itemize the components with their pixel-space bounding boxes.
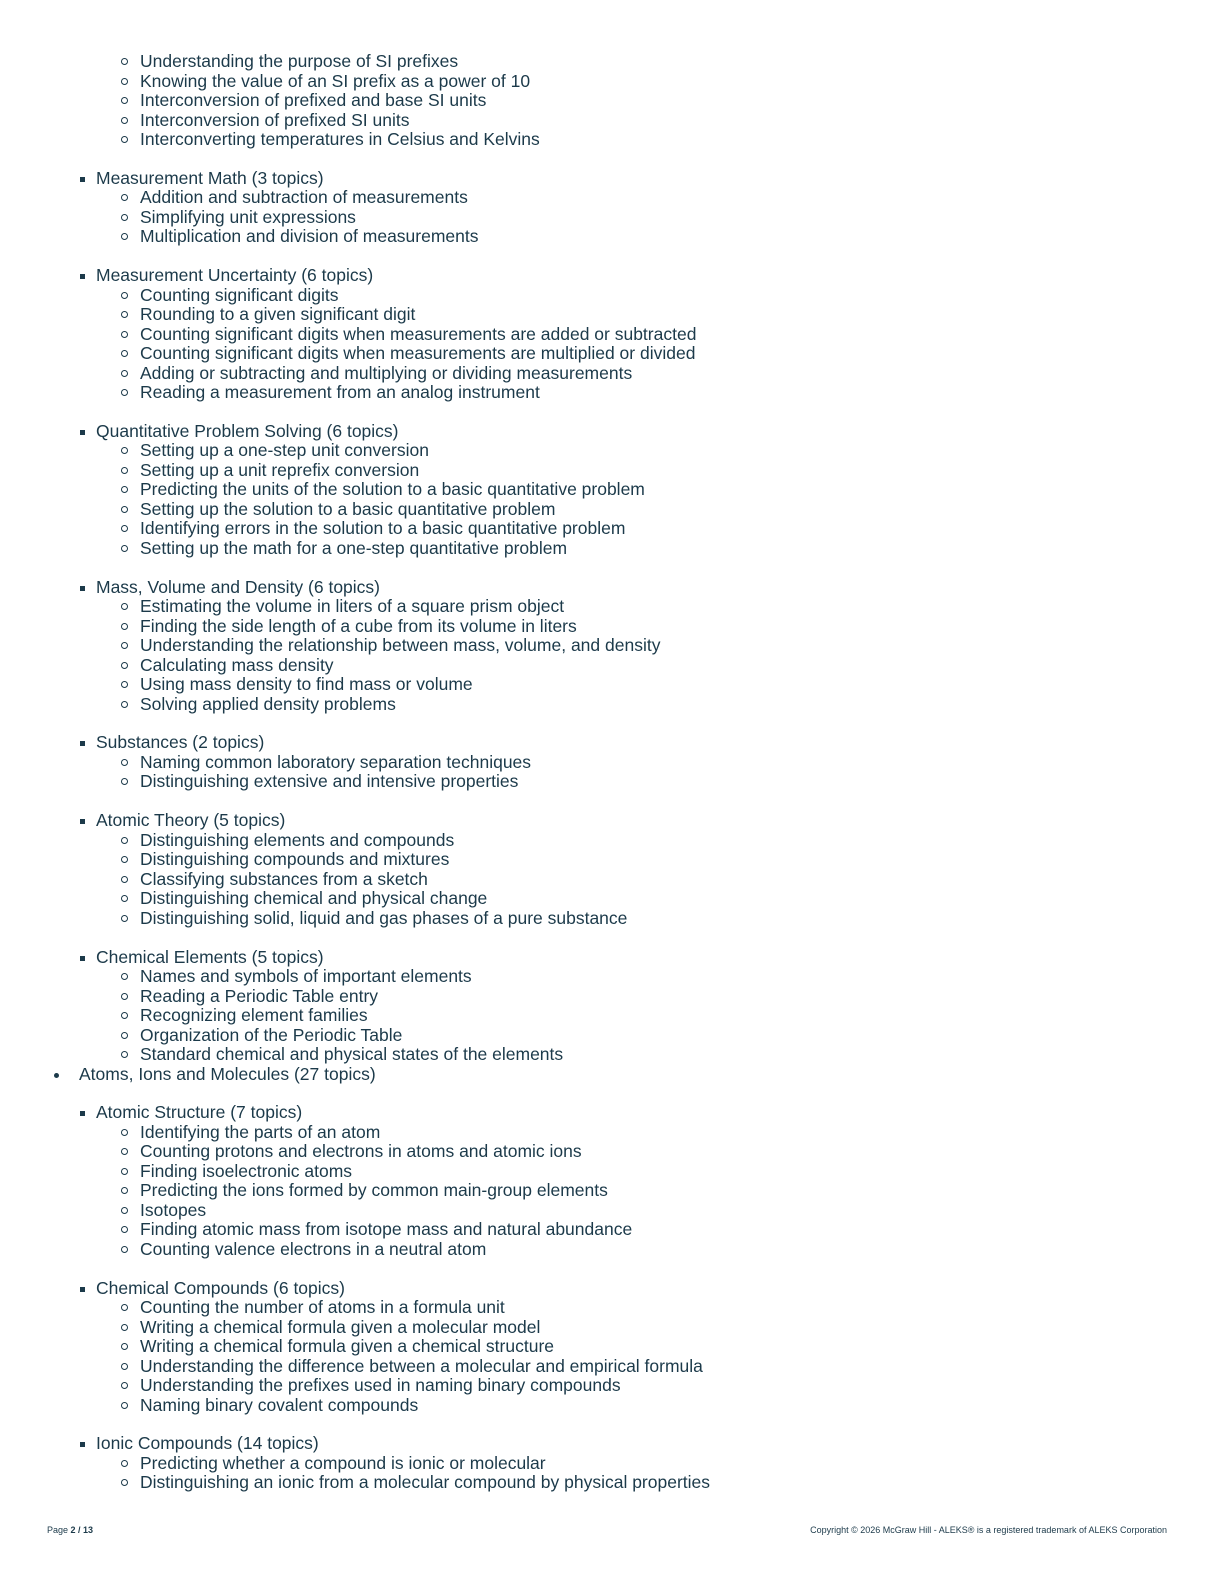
- topic-item-text: Writing a chemical formula given a molecular model: [140, 1316, 541, 1337]
- disc-bullet-icon: [54, 1073, 59, 1078]
- section-spacer: [0, 247, 1224, 266]
- topic-item-text: Predicting the ions formed by common main-group elements: [140, 1180, 608, 1201]
- square-bullet-icon: [80, 586, 85, 591]
- topic-item-text: Setting up a unit reprefix conversion: [140, 459, 420, 480]
- topic-item: [0, 675, 1224, 695]
- section-heading-text: Atomic Theory (5 topics): [96, 810, 286, 831]
- circle-bullet-icon: [121, 895, 128, 902]
- circle-bullet-icon: [121, 915, 128, 922]
- circle-bullet-icon: [121, 311, 128, 318]
- topic-item: [0, 889, 1224, 909]
- square-bullet-icon: [80, 1287, 85, 1292]
- topic-item-text: Interconverting temperatures in Celsius and Kelvins: [140, 129, 540, 149]
- topic-item: [0, 325, 1224, 345]
- topic-item-text: Recognizing element families: [140, 1005, 368, 1026]
- circle-bullet-icon: [121, 525, 128, 532]
- circle-bullet-icon: [121, 370, 128, 377]
- circle-bullet-icon: [121, 993, 128, 1000]
- section-heading-text: Chemical Elements (5 topics): [96, 946, 324, 967]
- topic-item-text: Multiplication and division of measurements: [140, 226, 479, 247]
- square-bullet-icon: [80, 819, 85, 824]
- square-bullet-icon: [80, 741, 85, 746]
- topic-item-text: Identifying errors in the solution to a basic quantitative problem: [140, 518, 626, 539]
- topic-outline: [0, 52, 1224, 1493]
- page-label: Page: [47, 1525, 69, 1535]
- topic-item: [0, 1318, 1224, 1338]
- circle-bullet-icon: [121, 1187, 128, 1194]
- topic-item-text: Reading a measurement from an analog instrument: [140, 382, 540, 403]
- topic-item: [0, 344, 1224, 364]
- circle-bullet-icon: [121, 78, 128, 85]
- circle-bullet-icon: [121, 58, 128, 65]
- topic-item-text: Understanding the difference between a molecular and empirical formula: [140, 1355, 703, 1376]
- section-heading: [0, 1279, 1224, 1299]
- circle-bullet-icon: [121, 1304, 128, 1311]
- square-bullet-icon: [80, 177, 85, 182]
- topic-item-text: Counting significant digits when measurements are multiplied or divided: [140, 343, 696, 364]
- section-heading-text: Atomic Structure (7 topics): [96, 1102, 303, 1123]
- circle-bullet-icon: [121, 1032, 128, 1039]
- topic-item-text: Counting protons and electrons in atoms and atomic ions: [140, 1141, 582, 1162]
- section-heading-text: Measurement Math (3 topics): [96, 167, 324, 188]
- circle-bullet-icon: [121, 214, 128, 221]
- topic-item: [0, 383, 1224, 403]
- topic-item: [0, 1201, 1224, 1221]
- topic-item: [0, 286, 1224, 306]
- topic-item-text: Understanding the prefixes used in naming binary compounds: [140, 1375, 621, 1396]
- circle-bullet-icon: [121, 1012, 128, 1019]
- topic-item-text: Naming common laboratory separation techniques: [140, 751, 532, 772]
- section-heading: [0, 266, 1224, 286]
- topic-item-text: Organization of the Periodic Table: [140, 1024, 403, 1045]
- topic-item: [0, 91, 1224, 111]
- topic-item-text: Reading a Periodic Table entry: [140, 985, 379, 1006]
- topic-item-text: Distinguishing solid, liquid and gas phases of a pure substance: [140, 907, 628, 928]
- topic-item-text: Solving applied density problems: [140, 693, 396, 714]
- unit-heading-text: Atoms, Ions and Molecules (27 topics): [79, 1063, 376, 1084]
- circle-bullet-icon: [121, 642, 128, 649]
- circle-bullet-icon: [121, 1246, 128, 1253]
- section-heading-text: Chemical Compounds (6 topics): [96, 1277, 345, 1298]
- topic-item-text: Counting significant digits when measurements are added or subtracted: [140, 323, 697, 344]
- circle-bullet-icon: [121, 331, 128, 338]
- section-heading: [0, 1434, 1224, 1454]
- topic-item-text: Interconversion of prefixed and base SI units: [140, 90, 487, 110]
- section-spacer: [0, 150, 1224, 169]
- circle-bullet-icon: [121, 662, 128, 669]
- topic-item-text: Naming binary covalent compounds: [140, 1394, 419, 1415]
- section-spacer: [0, 1259, 1224, 1278]
- circle-bullet-icon: [121, 447, 128, 454]
- unit-heading: [0, 1065, 1224, 1085]
- section-heading: [0, 578, 1224, 598]
- topic-item-text: Understanding the purpose of SI prefixes: [140, 51, 459, 71]
- circle-bullet-icon: [121, 117, 128, 124]
- topic-item: [0, 617, 1224, 637]
- section-heading: [0, 1103, 1224, 1123]
- topic-item: [0, 1240, 1224, 1260]
- circle-bullet-icon: [121, 1226, 128, 1233]
- circle-bullet-icon: [121, 486, 128, 493]
- topic-item: [0, 1123, 1224, 1143]
- topic-item: [0, 850, 1224, 870]
- topic-item-text: Distinguishing chemical and physical change: [140, 888, 488, 909]
- topic-item: [0, 1026, 1224, 1046]
- circle-bullet-icon: [121, 1343, 128, 1350]
- circle-bullet-icon: [121, 1479, 128, 1486]
- topic-item: [0, 1142, 1224, 1162]
- section-heading-text: Ionic Compounds (14 topics): [96, 1433, 319, 1454]
- circle-bullet-icon: [121, 876, 128, 883]
- topic-item: [0, 870, 1224, 890]
- topic-item-text: Using mass density to find mass or volume: [140, 674, 473, 695]
- topic-item: [0, 1006, 1224, 1026]
- circle-bullet-icon: [121, 545, 128, 552]
- topic-item-text: Distinguishing compounds and mixtures: [140, 849, 450, 870]
- section-heading: [0, 422, 1224, 442]
- topic-item-text: Addition and subtraction of measurements: [140, 187, 468, 208]
- section-spacer: [0, 792, 1224, 811]
- section-heading: [0, 948, 1224, 968]
- circle-bullet-icon: [121, 778, 128, 785]
- topic-item-text: Finding atomic mass from isotope mass and natural abundance: [140, 1219, 633, 1240]
- topic-item: [0, 305, 1224, 325]
- topic-item: [0, 130, 1224, 150]
- circle-bullet-icon: [121, 623, 128, 630]
- circle-bullet-icon: [121, 701, 128, 708]
- topic-item: [0, 52, 1224, 72]
- topic-item-text: Isotopes: [140, 1199, 207, 1220]
- page-indicator: [47, 1525, 93, 1535]
- topic-item: [0, 831, 1224, 851]
- topic-item-text: Adding or subtracting and multiplying or dividing measurements: [140, 362, 633, 383]
- topic-item: [0, 1337, 1224, 1357]
- circle-bullet-icon: [121, 233, 128, 240]
- topic-item: [0, 227, 1224, 247]
- square-bullet-icon: [80, 1442, 85, 1447]
- topic-item-text: Knowing the value of an SI prefix as a power of 10: [140, 70, 531, 91]
- section-spacer: [0, 1415, 1224, 1434]
- topic-item: [0, 597, 1224, 617]
- circle-bullet-icon: [121, 1460, 128, 1467]
- section-heading-text: Quantitative Problem Solving (6 topics): [96, 420, 399, 441]
- topic-item: [0, 72, 1224, 92]
- section-heading: [0, 169, 1224, 189]
- circle-bullet-icon: [121, 467, 128, 474]
- topic-item: [0, 695, 1224, 715]
- circle-bullet-icon: [121, 856, 128, 863]
- circle-bullet-icon: [121, 194, 128, 201]
- topic-item: [0, 987, 1224, 1007]
- topic-item-text: Predicting the units of the solution to a basic quantitative problem: [140, 479, 645, 500]
- topic-item-text: Counting valence electrons in a neutral atom: [140, 1238, 487, 1259]
- topic-item: [0, 1396, 1224, 1416]
- topic-item: [0, 1220, 1224, 1240]
- circle-bullet-icon: [121, 603, 128, 610]
- topic-item: [0, 1454, 1224, 1474]
- topic-item: [0, 500, 1224, 520]
- topic-item-text: Standard chemical and physical states of the elements: [140, 1044, 564, 1065]
- topic-item-text: Finding the side length of a cube from its volume in liters: [140, 615, 577, 636]
- topic-item: [0, 111, 1224, 131]
- topic-item: [0, 656, 1224, 676]
- topic-item-text: Distinguishing an ionic from a molecular compound by physical properties: [140, 1472, 711, 1493]
- square-bullet-icon: [80, 430, 85, 435]
- section-spacer: [0, 403, 1224, 422]
- section-spacer: [0, 558, 1224, 577]
- section-heading: [0, 811, 1224, 831]
- topic-item-text: Finding isoelectronic atoms: [140, 1160, 353, 1181]
- topic-item-text: Setting up the math for a one-step quantitative problem: [140, 537, 568, 558]
- topic-item-text: Classifying substances from a sketch: [140, 868, 428, 889]
- topic-item: [0, 364, 1224, 384]
- circle-bullet-icon: [121, 1402, 128, 1409]
- page-number: 2 / 13: [70, 1525, 94, 1535]
- circle-bullet-icon: [121, 1051, 128, 1058]
- topic-item: [0, 188, 1224, 208]
- circle-bullet-icon: [121, 1382, 128, 1389]
- topic-item-text: Counting significant digits: [140, 284, 339, 305]
- topic-item-text: Calculating mass density: [140, 654, 334, 675]
- square-bullet-icon: [80, 956, 85, 961]
- topic-item-text: Distinguishing elements and compounds: [140, 829, 455, 850]
- circle-bullet-icon: [121, 350, 128, 357]
- circle-bullet-icon: [121, 97, 128, 104]
- topic-item-text: Distinguishing extensive and intensive properties: [140, 771, 519, 792]
- topic-item-text: Understanding the relationship between mass, volume, and density: [140, 635, 661, 656]
- section-spacer: [0, 1084, 1224, 1103]
- circle-bullet-icon: [121, 1363, 128, 1370]
- section-spacer: [0, 928, 1224, 947]
- topic-item-text: Setting up a one-step unit conversion: [140, 440, 429, 461]
- topic-item: [0, 1473, 1224, 1493]
- section-heading: [0, 733, 1224, 753]
- topic-item-text: Estimating the volume in liters of a square prism object: [140, 596, 565, 617]
- topic-item-text: Setting up the solution to a basic quantitative problem: [140, 498, 556, 519]
- circle-bullet-icon: [121, 506, 128, 513]
- topic-item: [0, 753, 1224, 773]
- topic-item: [0, 772, 1224, 792]
- topic-item: [0, 208, 1224, 228]
- circle-bullet-icon: [121, 292, 128, 299]
- topic-item: [0, 441, 1224, 461]
- topic-item-text: Predicting whether a compound is ionic or molecular: [140, 1452, 546, 1473]
- topic-item: [0, 636, 1224, 656]
- topic-item: [0, 1298, 1224, 1318]
- topic-item-text: Counting the number of atoms in a formula unit: [140, 1297, 505, 1318]
- topic-item: [0, 539, 1224, 559]
- topic-item: [0, 461, 1224, 481]
- section-heading-text: Measurement Uncertainty (6 topics): [96, 265, 374, 286]
- topic-item: [0, 1376, 1224, 1396]
- topic-item: [0, 1181, 1224, 1201]
- section-heading-text: Substances (2 topics): [96, 732, 265, 753]
- topic-item: [0, 967, 1224, 987]
- circle-bullet-icon: [121, 973, 128, 980]
- circle-bullet-icon: [121, 837, 128, 844]
- topic-item: [0, 1045, 1224, 1065]
- circle-bullet-icon: [121, 389, 128, 396]
- copyright-notice: Copyright © 2026 McGraw Hill - ALEKS® is a registered trademark of ALEKS Corporation: [810, 1525, 1167, 1535]
- circle-bullet-icon: [121, 681, 128, 688]
- circle-bullet-icon: [121, 1207, 128, 1214]
- topic-item: [0, 1162, 1224, 1182]
- topic-item-text: Writing a chemical formula given a chemical structure: [140, 1336, 555, 1357]
- square-bullet-icon: [80, 274, 85, 279]
- section-spacer: [0, 714, 1224, 733]
- topic-item-text: Identifying the parts of an atom: [140, 1121, 381, 1142]
- square-bullet-icon: [80, 1111, 85, 1116]
- topic-item-text: Interconversion of prefixed SI units: [140, 109, 410, 130]
- circle-bullet-icon: [121, 1148, 128, 1155]
- topic-item: [0, 1357, 1224, 1377]
- topic-item-text: Simplifying unit expressions: [140, 206, 356, 227]
- circle-bullet-icon: [121, 759, 128, 766]
- topic-item: [0, 480, 1224, 500]
- circle-bullet-icon: [121, 1324, 128, 1331]
- topic-item: [0, 519, 1224, 539]
- section-heading-text: Mass, Volume and Density (6 topics): [96, 576, 381, 597]
- circle-bullet-icon: [121, 1129, 128, 1136]
- topic-item-text: Names and symbols of important elements: [140, 966, 472, 987]
- circle-bullet-icon: [121, 136, 128, 143]
- topic-item-text: Rounding to a given significant digit: [140, 304, 416, 325]
- topic-item: [0, 909, 1224, 929]
- circle-bullet-icon: [121, 1168, 128, 1175]
